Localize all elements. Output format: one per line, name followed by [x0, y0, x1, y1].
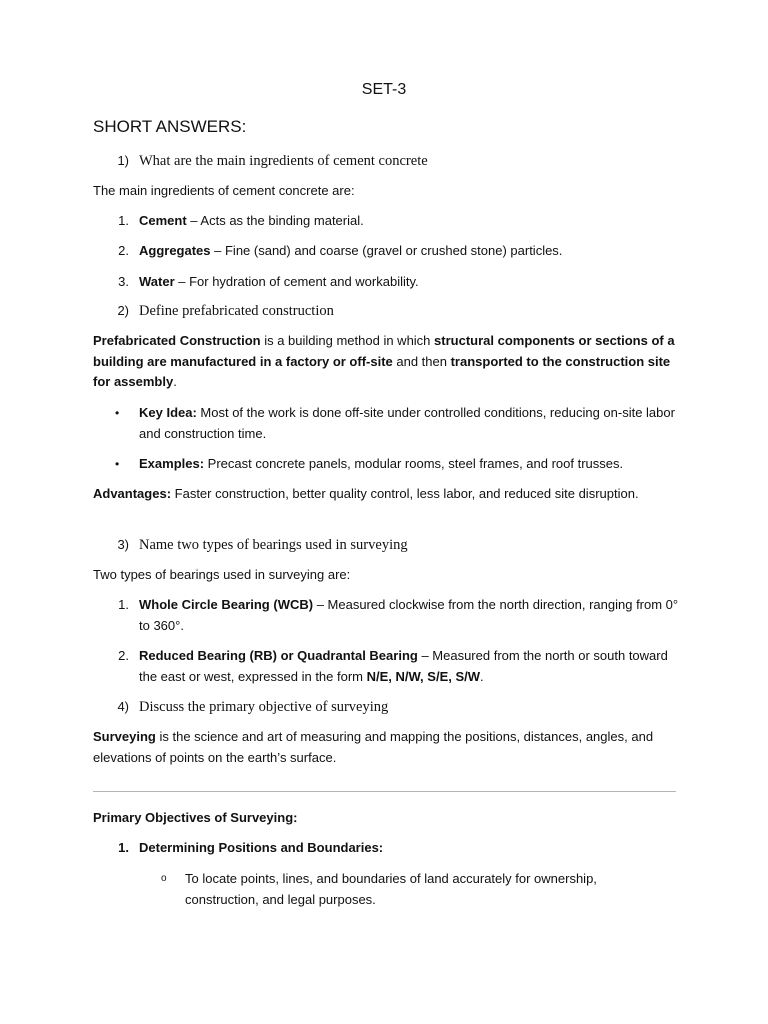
list-number: 2.: [118, 243, 129, 258]
bullet-icon: •: [115, 457, 120, 471]
list-item: Aggregates – Fine (sand) and coarse (gravel or crushed stone) particles.: [139, 243, 563, 258]
answer-intro: The main ingredients of cement concrete are:: [93, 183, 355, 198]
list-number: 3.: [118, 274, 129, 289]
question-text: Name two types of bearings used in surveying: [139, 537, 408, 553]
horizontal-divider: [93, 791, 676, 792]
list-number: 1.: [118, 213, 129, 228]
list-number: 2.: [118, 648, 129, 663]
question-text: What are the main ingredients of cement concrete: [139, 153, 428, 169]
answer-intro: Two types of bearings used in surveying are:: [93, 567, 351, 582]
bullet-item: Examples: Precast concrete panels, modular rooms, steel frames, and roof trusses.: [139, 456, 624, 471]
question-number: 3): [117, 537, 129, 552]
list-item: Determining Positions and Boundaries:: [139, 840, 384, 855]
advantages-paragraph: Advantages: Faster construction, better quality control, less labor, and reduced site disruption.: [93, 486, 639, 501]
question-number: 2): [117, 303, 129, 318]
list-item: Water – For hydration of cement and workability.: [139, 274, 419, 289]
question-text: Discuss the primary objective of surveying: [139, 699, 389, 715]
list-number: 1.: [118, 840, 129, 855]
list-item: Cement – Acts as the binding material.: [139, 213, 364, 228]
hollow-bullet-icon: o: [161, 873, 167, 884]
bullet-icon: •: [115, 406, 120, 420]
question-text: Define prefabricated construction: [139, 303, 334, 319]
list-number: 1.: [118, 597, 129, 612]
question-number: 4): [117, 699, 129, 714]
sub-list-item: To locate points, lines, and boundaries of land accurately for ownership, construction, and legal purposes.: [185, 871, 597, 907]
set-title: SET-3: [361, 81, 407, 98]
bullet-item: Key Idea: Most of the work is done off-site under controlled conditions, reducing on-site labor and construction time.: [139, 405, 675, 441]
section-title: SHORT ANSWERS:: [93, 117, 247, 136]
question-number: 1): [117, 153, 129, 168]
objectives-heading: Primary Objectives of Surveying:: [93, 810, 298, 825]
definition-paragraph: Prefabricated Construction is a building method in which structural components or sections of a building are manufactured in a factory or off-site and then transported to the construction site for assembly.: [93, 333, 675, 389]
list-item: Whole Circle Bearing (WCB) – Measured clockwise from the north direction, ranging from 0° to 360°.: [139, 597, 679, 633]
definition-paragraph: Surveying is the science and art of measuring and mapping the positions, distances, angles, and elevations of points on the earth’s surface.: [93, 729, 654, 765]
list-item: Reduced Bearing (RB) or Quadrantal Bearing – Measured from the north or south toward the east or west, expressed in the form N/E, N/W, S/E, S/W.: [139, 648, 668, 684]
